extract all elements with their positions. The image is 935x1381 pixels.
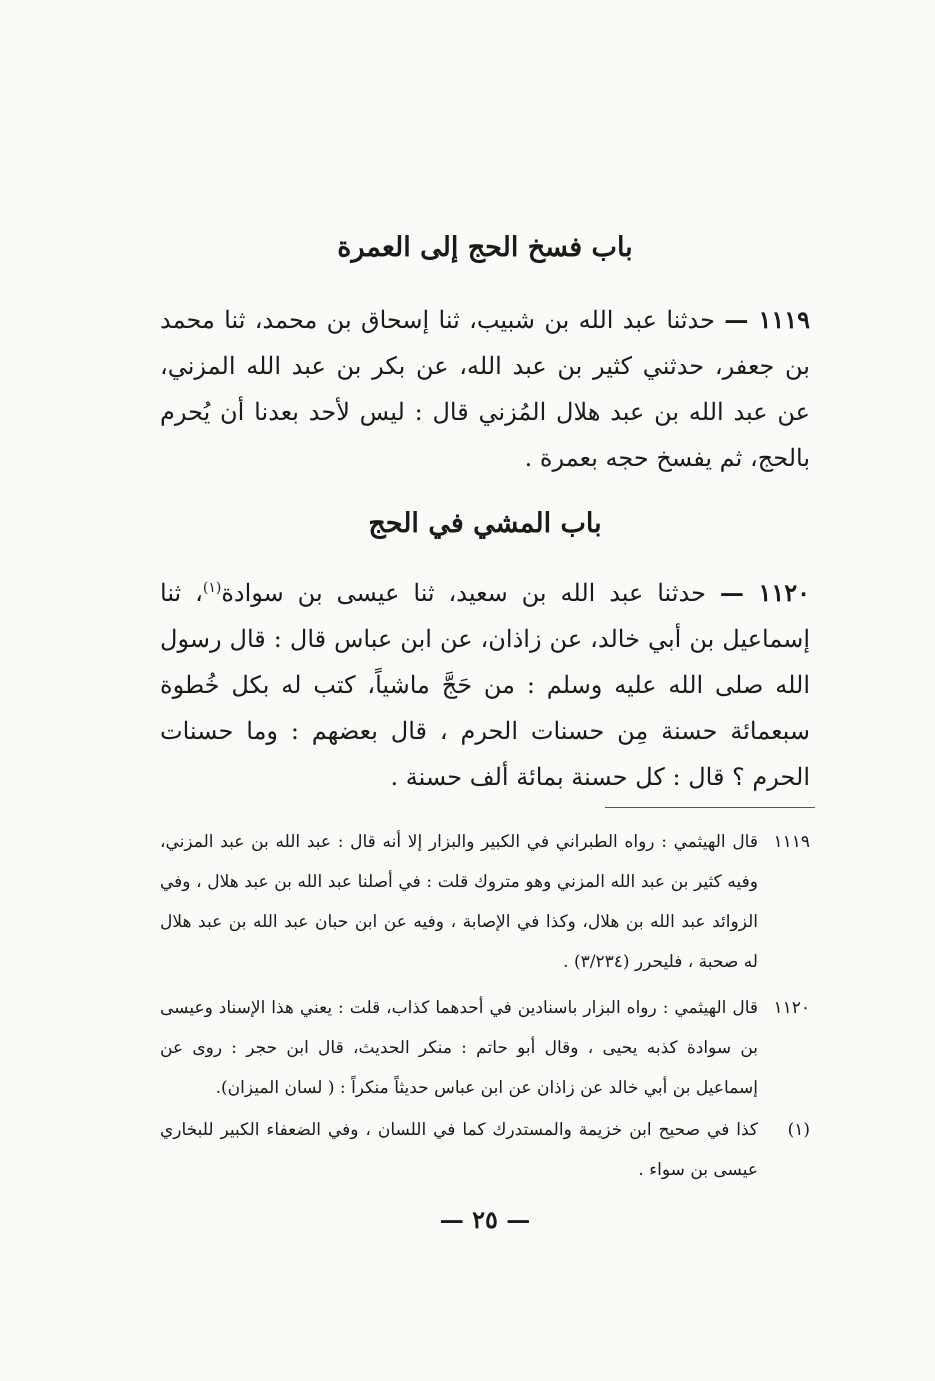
footnote-text: قال الهيثمي : رواه الطبراني في الكبير والبزار إلا أنه قال : عبد الله بن عبد المزني، وفيه كثير بن عبد الله المزني وهو متروك قلت : في أصلنا عبد الله بن عبد هلال ، وفي الزوائد عبد الله بن هلال، وكذا في الإصابة ، وفيه عن ابن حبان عبد الله بن عبد هلال له صحبة ، فليحرر (٣/٢٣٤) . <box>160 832 758 972</box>
footnote-number: (١) <box>787 1120 810 1140</box>
page-number: — ٢٥ — <box>439 1205 531 1234</box>
footnote-number: ١١٢٠ <box>773 998 810 1018</box>
footnote-1120 <box>160 988 810 1108</box>
footnote-text: قال الهيثمي : رواه البزار باسنادين في أحدهما كذاب، قلت : يعني هذا الإسناد وعيسى بن سوادة كذبه يحيى ، وقال أبو حاتم : منكر الحديث، قال ابن حجر : روى عن إسماعيل بن أبي خالد عن زاذان عن ابن عباس حديثاً منكراً : ( لسان الميزان). <box>160 998 758 1098</box>
footnote-marker: (١) <box>202 580 222 596</box>
hadith-text: حدثنا عبد الله بن شبيب، ثنا إسحاق بن محمد، ثنا محمد بن جعفر، حدثني كثير بن عبد الله، عن بكر بن عبد الله المزني، عن عبد الله بن عبد هلال المُزني قال : ليس لأحد بعدنا أن يُحرم بالحج، ثم يفسخ حجه بعمرة . <box>160 306 810 472</box>
hadith-text-part2: ، ثنا إسماعيل بن أبي خالد، عن زاذان، عن ابن عباس قال : قال رسول الله صلى الله عليه وسلم : من حَجَّ ماشياً، كتب له بكل خُطوة سبعمائة حسنة مِن حسنات الحرم ، قال بعضهم : وما حسنات الحرم ؟ قال : كل حسنة بمائة ألف حسنة . <box>160 579 810 791</box>
hadith-text-part1: حدثنا عبد الله بن سعيد، ثنا عيسى بن سوادة <box>221 579 706 607</box>
footnote-divider <box>605 807 815 808</box>
hadith-number: ١١٢٠ — <box>719 578 810 607</box>
hadith-number: ١١١٩ — <box>724 305 810 334</box>
footnote-1 <box>160 1110 810 1190</box>
footnote-1119 <box>160 822 810 982</box>
section-heading-2: باب المشي في الحج <box>368 508 602 539</box>
hadith-1120 <box>160 565 810 800</box>
footnote-number: ١١١٩ <box>773 832 810 852</box>
section-heading-1: باب فسخ الحج إلى العمرة <box>337 232 633 263</box>
footnote-text: كذا في صحيح ابن خزيمة والمستدرك كما في اللسان ، وفي الضعفاء الكبير للبخاري عيسى بن سواء . <box>160 1120 758 1180</box>
hadith-1119 <box>160 297 810 481</box>
